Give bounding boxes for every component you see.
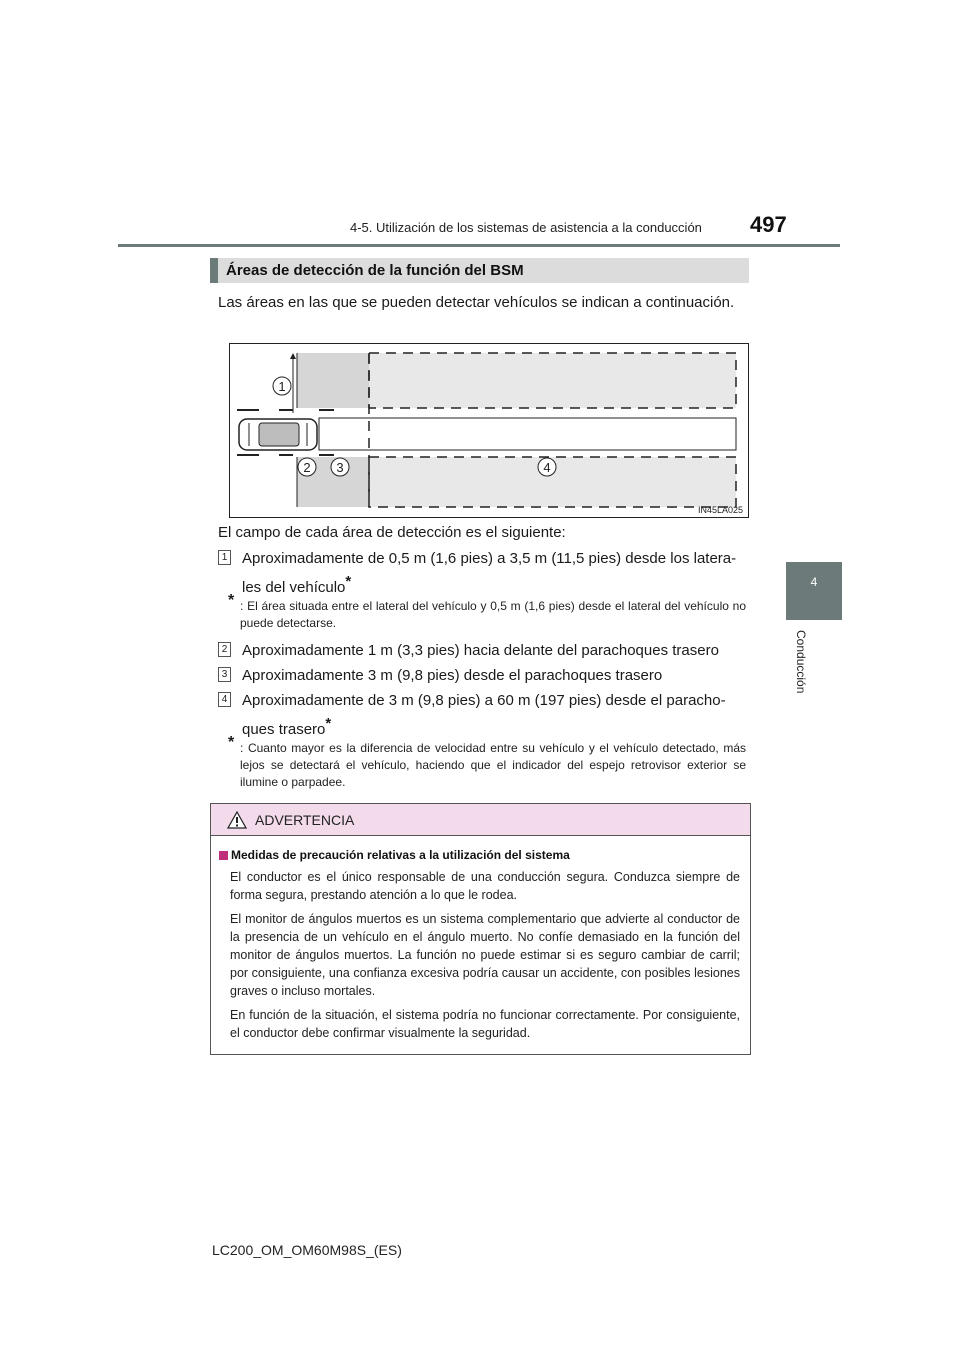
section-heading-text: Áreas de detección de la función del BSM <box>226 262 524 279</box>
section-heading <box>210 258 749 283</box>
section-heading-bar <box>210 258 218 283</box>
chapter-tab-label: Conducción <box>794 630 808 694</box>
marker-4: 4 <box>543 460 551 475</box>
chapter-tab <box>786 562 842 620</box>
item-4-text-cont: ques trasero* <box>242 715 332 738</box>
item-number-3: 3 <box>218 667 231 682</box>
item-number-1: 1 <box>218 550 231 565</box>
warning-box <box>210 803 751 1055</box>
item-number-2: 2 <box>218 642 231 657</box>
warning-subtitle: Medidas de precaución relativas a la utilización del sistema <box>231 848 570 862</box>
chapter-tab-number: 4 <box>810 575 818 589</box>
note-2: : Cuanto mayor es la diferencia de velocidad entre su vehículo y el vehículo detectado, más lejos se detectará el vehículo, haciendo que el indicador del espejo retrovisor exterior se ilumine o parpadee. <box>240 741 746 789</box>
warning-paragraph-3: En función de la situación, el sistema podría no funcionar correctamente. Por consiguiente, el conductor debe confirmar visualmente la seguridad. <box>230 1008 740 1040</box>
page-number: 497 <box>750 212 787 237</box>
header-divider <box>118 244 840 247</box>
marker-2: 2 <box>303 460 311 475</box>
warning-triangle-icon <box>227 811 247 829</box>
chapter-title: 4-5. Utilización de los sistemas de asistencia a la conducción <box>350 220 702 235</box>
item-1-text-cont: les del vehículo* <box>242 573 352 596</box>
warning-paragraph-2: El monitor de ángulos muertos es un sistema complementario que advierte al conductor de la presencia de un vehículo en el ángulo muerto. No confíe demasiado en la función del monitor de ángulos muertos. La función no puede estimar si es seguro cambiar de carril; por consiguiente, una confianza excesiva podría causar un accidente, con posibles lesiones graves o incluso mortales. <box>230 912 740 998</box>
note-1-star: * <box>228 592 235 609</box>
warning-bullet-icon <box>219 851 228 860</box>
zone-upper-near <box>297 353 369 408</box>
warning-title: ADVERTENCIA <box>255 812 355 828</box>
bsm-detection-diagram <box>229 343 749 518</box>
document-code: LC200_OM_OM60M98S_(ES) <box>212 1242 402 1258</box>
marker-3: 3 <box>336 460 344 475</box>
item-4-text: Aproximadamente de 3 m (9,8 pies) a 60 m (197 pies) desde el paracho- <box>242 692 726 709</box>
fields-intro: El campo de cada área de detección es el siguiente: <box>218 524 566 541</box>
warning-paragraph-1: El conductor es el único responsable de una conducción segura. Conduzca siempre de forma segura, prestando atención a lo que le rodea. <box>230 870 740 902</box>
item-3-text: Aproximadamente 3 m (9,8 pies) desde el parachoques trasero <box>242 667 663 684</box>
own-lane-area <box>319 418 736 450</box>
diagram-code: IN45LA025 <box>697 505 743 515</box>
marker-1: 1 <box>278 379 286 394</box>
item-1-text: Aproximadamente de 0,5 m (1,6 pies) a 3,5 m (11,5 pies) desde los latera- <box>242 550 737 567</box>
item-number-4: 4 <box>218 692 231 707</box>
section-intro: Las áreas en las que se pueden detectar vehículos se indican a continuación. <box>218 294 735 311</box>
bsm-diagram-svg <box>229 343 749 518</box>
zone-upper-far <box>369 353 736 408</box>
warning-header <box>211 804 750 836</box>
note-2-star: * <box>228 734 235 751</box>
vehicle-icon <box>239 419 317 450</box>
item-2-text: Aproximadamente 1 m (3,3 pies) hacia delante del parachoques trasero <box>242 642 719 659</box>
note-1: : El área situada entre el lateral del vehículo y 0,5 m (1,6 pies) desde el lateral del vehículo no puede detectarse. <box>240 599 746 630</box>
